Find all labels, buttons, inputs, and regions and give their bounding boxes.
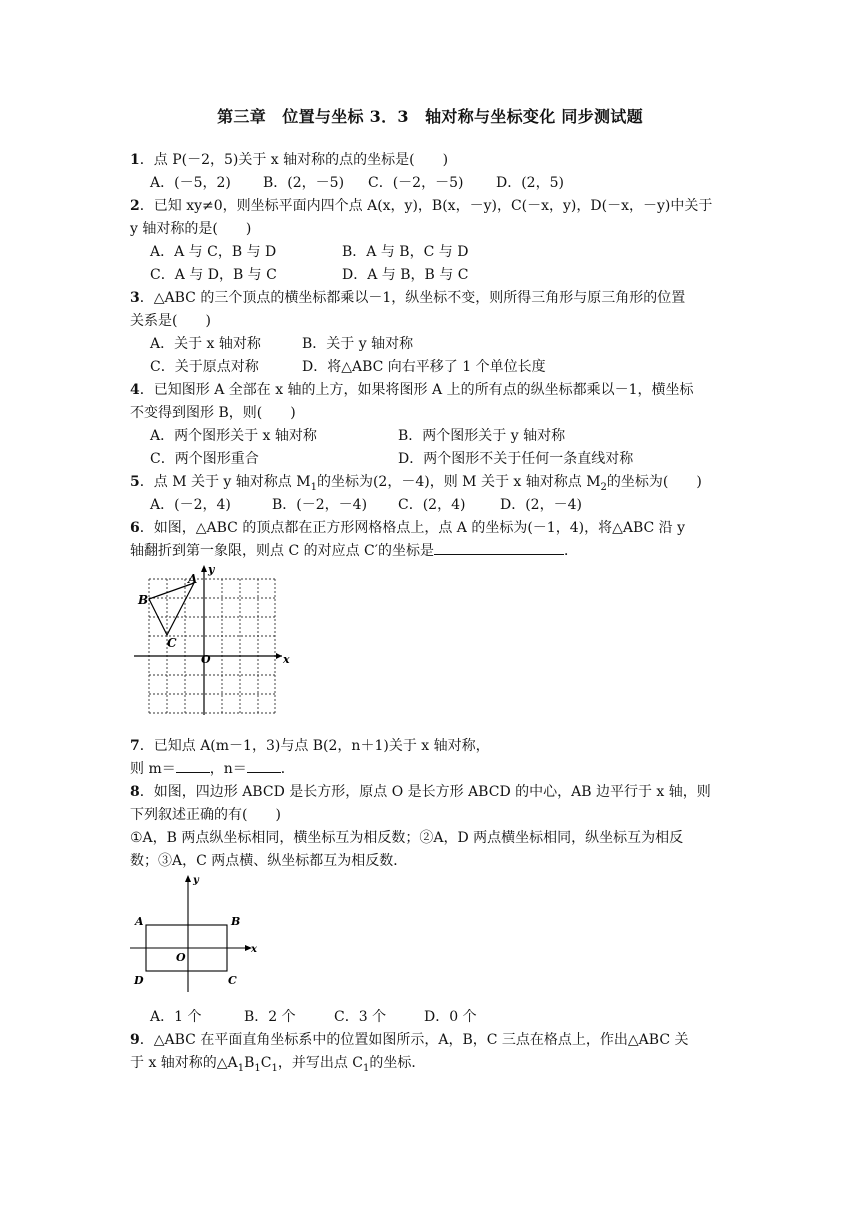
q9-sub-a: 1 — [237, 1062, 245, 1074]
q6-grid-diagram — [130, 563, 295, 723]
q1-option-b: B．(2，－5) — [263, 175, 345, 191]
q9-text2-b: B — [244, 1055, 255, 1071]
q8-figure — [128, 872, 268, 1002]
q8-stem-line4: 数；③A，C 两点横、纵坐标都互为相反数． — [130, 853, 408, 869]
q3-option-a: A．关于 x 轴对称 — [150, 336, 261, 352]
q8-label-origin: O — [176, 951, 186, 964]
q8-stem-line1 — [130, 781, 711, 803]
q7-n-label: ，n＝ — [209, 761, 247, 777]
q6-text2-end: ． — [563, 543, 578, 559]
q9-stem-line2 — [130, 1052, 425, 1080]
q9-text2-a: 于 x 轴对称的△A — [130, 1055, 238, 1071]
q2-stem-line2: y 轴对称的是( ) — [130, 221, 252, 237]
q4-option-a: A．两个图形关于 x 轴对称 — [150, 428, 317, 444]
page-title: 第三章 位置与坐标 3．3 轴对称与坐标变化 同步测试题 — [217, 107, 643, 126]
q7-m-label: 则 m＝ — [130, 761, 176, 777]
q6-answer-blank[interactable] — [434, 540, 564, 555]
q5-text-b: 的坐标为(2，－4)，则 M 关于 x 轴对称点 M — [316, 474, 601, 490]
q7-number: 7 — [130, 738, 140, 754]
q7-end: ． — [280, 761, 295, 777]
q4-text1: ．已知图形 A 全部在 x 轴的上方，如果将图形 A 上的所有点的纵坐标都乘以－1，横坐标 — [139, 382, 694, 398]
q1-option-a: A．(－5，2) — [150, 175, 231, 191]
q8-option-d: D．0 个 — [424, 1009, 477, 1025]
q9-text2-c: C — [260, 1055, 272, 1071]
q6-label-c: C — [167, 636, 177, 650]
q2-option-b: B．A 与 B，C 与 D — [342, 244, 469, 260]
q8-stem-line2: 下列叙述正确的有( ) — [130, 807, 281, 823]
q9-text2-e: 的坐标． — [369, 1055, 426, 1071]
q2-number: 2 — [130, 198, 140, 214]
q5-number: 5 — [130, 474, 140, 490]
q3-stem-line1 — [130, 287, 685, 309]
q9-stem-line1 — [130, 1029, 688, 1051]
q6-figure — [130, 563, 295, 723]
q1-option-d: D．(2，5) — [496, 175, 564, 191]
q4-option-d: D．两个图形不关于任何一条直线对称 — [398, 451, 634, 467]
q5-option-c: C．(2，4) — [398, 497, 466, 513]
q8-label-b: B — [231, 915, 241, 928]
q2-option-c: C．A 与 D，B 与 C — [150, 267, 277, 283]
q3-number: 3 — [130, 290, 140, 306]
q5-sub1: 1 — [310, 481, 317, 493]
q8-option-a: A．1 个 — [150, 1009, 202, 1025]
q8-label-x-axis: x — [251, 944, 257, 955]
q8-option-c: C．3 个 — [334, 1009, 387, 1025]
q6-text2: 轴翻折到第一象限，则点 C 的对应点 C′的坐标是 — [130, 543, 434, 559]
q8-option-b: B．2 个 — [244, 1009, 296, 1025]
q6-label-a: A — [188, 572, 198, 586]
q3-stem-line2: 关系是( ) — [130, 313, 211, 329]
q7-text1: ．已知点 A(m－1，3)与点 B(2，n＋1)关于 x 轴对称， — [139, 738, 490, 754]
q3-option-b: B．关于 y 轴对称 — [302, 336, 414, 352]
q9-sub-c: 1 — [271, 1062, 278, 1074]
q8-text1: ．如图，四边形 ABCD 是长方形，原点 O 是长方形 ABCD 的中心，AB 边平行于 x 轴，则 — [139, 784, 711, 800]
q7-stem-line1 — [130, 735, 490, 757]
q1-stem — [130, 149, 448, 171]
q2-option-a: A．A 与 C，B 与 D — [150, 244, 277, 260]
q2-text1: ．已知 xy≠0，则坐标平面内四个点 A(x，y)，B(x，－y)，C(－x，y)，D(－x，－y)中关于 — [139, 198, 713, 214]
q9-sub-b: 1 — [254, 1062, 261, 1074]
q8-label-d: D — [134, 974, 144, 987]
q5-text-c: 的坐标为( ) — [606, 474, 702, 490]
q6-axes — [134, 569, 282, 715]
q7-m-blank[interactable] — [176, 758, 210, 773]
q6-label-b: B — [138, 593, 149, 607]
q7-n-blank[interactable] — [247, 758, 281, 773]
q4-stem-line2: 不变得到图形 B，则( ) — [130, 405, 296, 421]
q6-triangle-abc — [149, 583, 194, 635]
q9-sub-d: 1 — [363, 1062, 370, 1074]
q8-label-y-axis: y — [193, 875, 199, 886]
q8-number: 8 — [130, 784, 140, 800]
q3-text1: ．△ABC 的三个顶点的横坐标都乘以－1，纵坐标不变，则所得三角形与原三角形的位置 — [139, 290, 686, 306]
q9-number: 9 — [130, 1032, 140, 1048]
q6-label-origin: O — [201, 653, 211, 666]
q6-stem-line1 — [130, 517, 685, 539]
q1-option-c: C．(－2，－5) — [368, 175, 464, 191]
q8-rectangle-diagram — [128, 872, 268, 1002]
q6-label-x-axis: x — [283, 653, 290, 666]
q7-stem-line2 — [130, 758, 295, 780]
q8-stem-line3: ①A，B 两点纵坐标相同，横坐标互为相反数；②A，D 两点横坐标相同，纵坐标互为相反 — [130, 830, 684, 846]
q5-option-a: A．(－2，4) — [150, 497, 231, 513]
q6-label-y-axis: y — [208, 563, 215, 576]
q6-text1: ．如图，△ABC 的顶点都在正方形网格格点上，点 A 的坐标为(－1，4)，将△ABC 沿 y — [139, 520, 686, 536]
q3-option-d: D．将△ABC 向右平移了 1 个单位长度 — [302, 359, 546, 375]
q8-label-a: A — [135, 915, 144, 928]
q6-number: 6 — [130, 520, 140, 536]
q4-option-b: B．两个图形关于 y 轴对称 — [398, 428, 566, 444]
q4-option-c: C．两个图形重合 — [150, 451, 259, 467]
q9-text1: ．△ABC 在平面直角坐标系中的位置如图所示，A，B，C 三点在格点上，作出△ABC 关 — [139, 1032, 689, 1048]
q2-stem-line1 — [130, 195, 712, 217]
q6-stem-line2 — [130, 540, 578, 562]
q2-option-d: D．A 与 B，B 与 C — [342, 267, 469, 283]
q1-number: 1 — [130, 152, 140, 168]
q9-text2-d: ，并写出点 C — [277, 1055, 363, 1071]
q4-number: 4 — [130, 382, 140, 398]
q3-option-c: C．关于原点对称 — [150, 359, 259, 375]
q5-option-d: D．(2，－4) — [500, 497, 582, 513]
q5-option-b: B．(－2，－4) — [272, 497, 368, 513]
q5-text-a: ．点 M 关于 y 轴对称点 M — [139, 474, 311, 490]
q1-text: ．点 P(－2，5)关于 x 轴对称的点的坐标是( ) — [139, 152, 449, 168]
q8-label-c: C — [228, 974, 237, 987]
q4-stem-line1 — [130, 379, 693, 401]
q5-sub2: 2 — [600, 481, 607, 493]
